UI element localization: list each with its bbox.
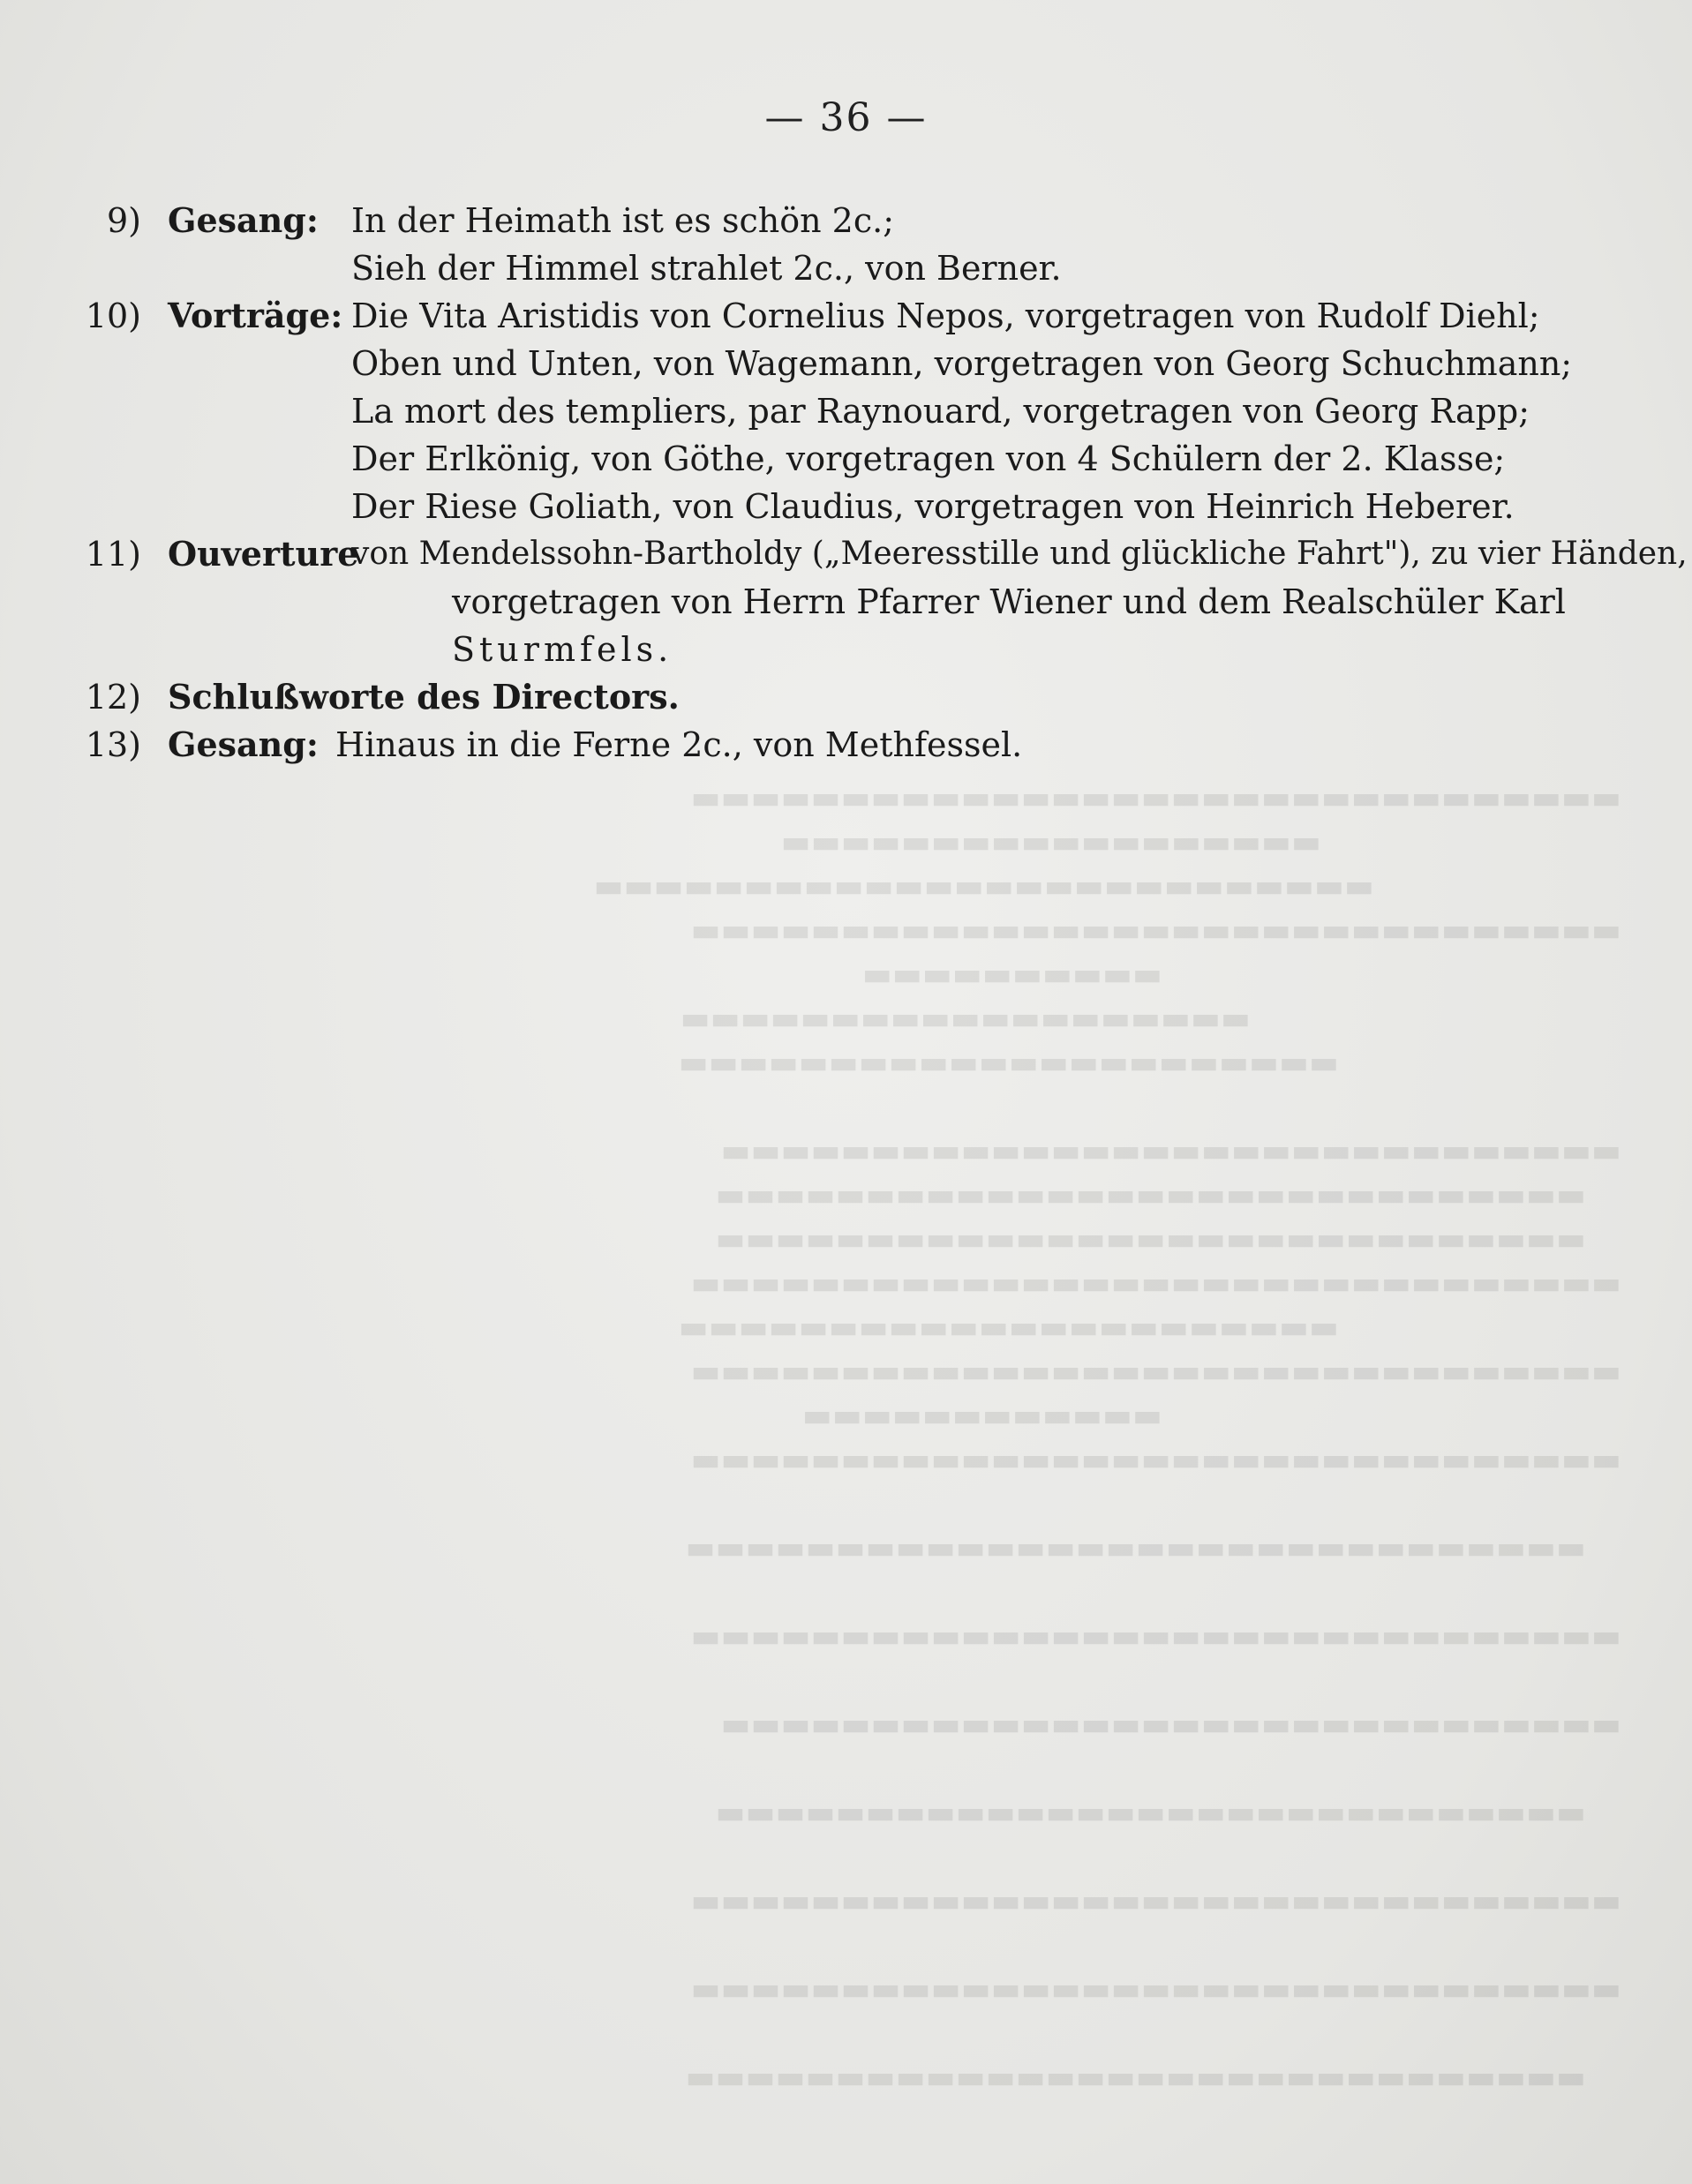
entry-line: Der Riese Goliath, von Claudius, vorgetragen von Heinrich Heberer.: [351, 487, 1515, 526]
page-number: — 36 —: [764, 95, 928, 140]
entry-number: 11): [85, 535, 141, 574]
entry-number: 9): [106, 201, 141, 240]
entry-label: Schlußworte des Directors.: [168, 677, 680, 717]
entry-line: Oben und Unten, von Wagemann, vorgetragen von Georg Schuchmann;: [351, 344, 1573, 383]
reverse-side-show-through: ▬▬▬▬▬▬▬▬▬▬▬▬▬▬▬▬▬▬▬▬▬▬▬▬▬▬▬▬▬▬▬ ▬▬▬▬▬▬▬▬▬▬▬▬▬▬▬▬▬▬ ▬▬▬▬▬▬▬▬▬▬▬▬▬▬▬▬▬▬▬▬▬▬▬▬▬▬ ▬▬▬▬▬▬▬▬▬▬▬▬▬▬▬▬▬▬▬▬▬▬▬▬▬▬▬▬▬▬▬ ▬▬▬▬▬▬▬▬▬▬ ▬▬▬▬▬▬▬▬▬▬▬▬▬▬▬▬▬▬▬ ▬▬▬▬▬▬▬▬▬▬▬▬▬▬▬▬▬▬▬▬▬▬ ▬▬▬▬▬▬▬▬▬▬▬▬▬▬▬▬▬▬▬▬▬▬▬▬▬▬▬▬▬▬ ▬▬▬▬▬▬▬▬▬▬▬▬▬▬▬▬▬▬▬▬▬▬▬▬▬▬▬▬▬ ▬▬▬▬▬▬▬▬▬▬▬▬▬▬▬▬▬▬▬▬▬▬▬▬▬▬▬▬▬ ▬▬▬▬▬▬▬▬▬▬▬▬▬▬▬▬▬▬▬▬▬▬▬▬▬▬▬▬▬▬▬ ▬▬▬▬▬▬▬▬▬▬▬▬▬▬▬▬▬▬▬▬▬▬ ▬▬▬▬▬▬▬▬▬▬▬▬▬▬▬▬▬▬▬▬▬▬▬▬▬▬▬▬▬▬▬ ▬▬▬▬▬▬▬▬▬▬▬▬ ▬▬▬▬▬▬▬▬▬▬▬▬▬▬▬▬▬▬▬▬▬▬▬▬▬▬▬▬▬▬▬ ▬▬▬▬▬▬▬▬▬▬▬▬▬▬▬▬▬▬▬▬▬▬▬▬▬▬▬▬▬▬ ▬▬▬▬▬▬▬▬▬▬▬▬▬▬▬▬▬▬▬▬▬▬▬▬▬▬▬▬▬▬▬ ▬▬▬▬▬▬▬▬▬▬▬▬▬▬▬▬▬▬▬▬▬▬▬▬▬▬▬▬▬▬ ▬▬▬▬▬▬▬▬▬▬▬▬▬▬▬▬▬▬▬▬▬▬▬▬▬▬▬▬▬ ▬▬▬▬▬▬▬▬▬▬▬▬▬▬▬▬▬▬▬▬▬▬▬▬▬▬▬▬▬▬▬ ▬▬▬▬▬▬▬▬▬▬▬▬▬▬▬▬▬▬▬▬▬▬▬▬▬▬▬▬▬▬▬ ▬▬▬▬▬▬▬▬▬▬▬▬▬▬▬▬▬▬▬▬▬▬▬▬▬▬▬▬▬▬: [593, 780, 1621, 2096]
entry-label: Ouverture: [168, 534, 359, 574]
entry-number: 13): [85, 725, 141, 764]
entry-line: vorgetragen von Herrn Pfarrer Wiener und dem Realschüler Karl: [452, 582, 1566, 621]
entry-line: Sieh der Himmel strahlet 2c., von Berner.: [351, 249, 1062, 288]
entry-number: 10): [85, 296, 141, 335]
entry-label: Gesang:: [168, 724, 319, 764]
entry-line: Sturmfels.: [452, 630, 673, 669]
entry-line: Die Vita Aristidis von Cornelius Nepos, vorgetragen von Rudolf Diehl;: [351, 296, 1540, 335]
entry-label: Vorträge:: [168, 296, 343, 335]
entry-line: Der Erlkönig, von Göthe, vorgetragen von 4 Schülern der 2. Klasse;: [351, 439, 1506, 478]
entry-line: In der Heimath ist es schön 2c.;: [351, 201, 895, 240]
entry-line: von Mendelssohn-Bartholdy („Meeresstille und glückliche Fahrt"), zu vier Händen,: [351, 536, 1688, 572]
entry-line: La mort des templiers, par Raynouard, vorgetragen von Georg Rapp;: [351, 392, 1530, 431]
entry-number: 12): [85, 678, 141, 717]
entry-line: Hinaus in die Ferne 2c., von Methfessel.: [335, 725, 1023, 764]
entry-label: Gesang:: [168, 200, 319, 240]
